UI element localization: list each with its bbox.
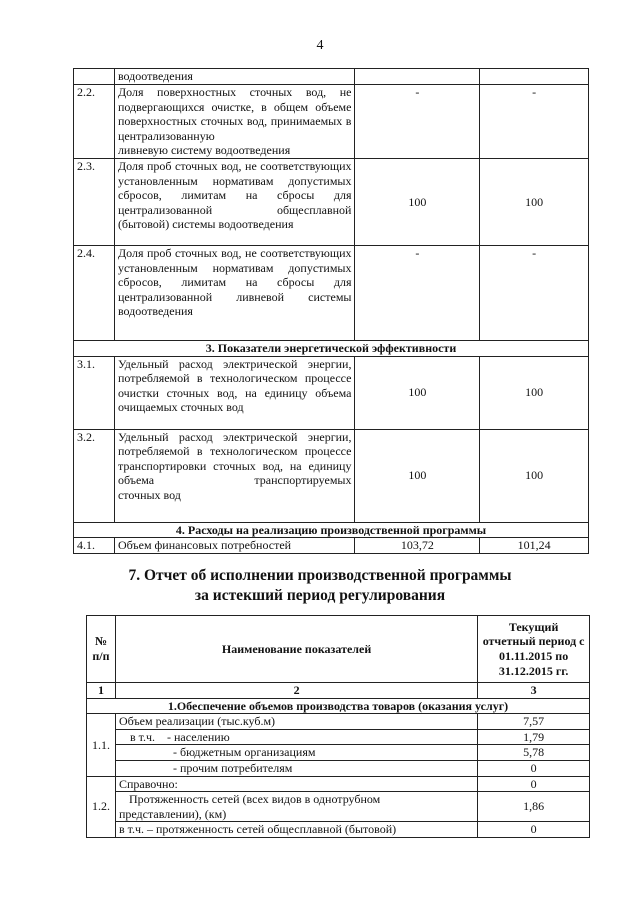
row-description: Объем финансовых потребностей	[114, 538, 355, 554]
table-row	[87, 776, 590, 792]
row-number: 1.1.	[87, 714, 116, 776]
row-description	[114, 246, 355, 341]
header-period: Текущий отчетный период с 01.11.2015 по 31.12.2015 гг.	[478, 616, 590, 683]
section-title: 3. Показатели энергетической эффективности	[74, 341, 589, 357]
desc-text: очищаемых сточных вод	[117, 400, 244, 415]
desc-text: Удельный расход электрической энергии, потребляемой в технологическом процессе транспортировки сточных вод, на единицу объема транспортируемых	[117, 429, 352, 488]
row-value: 100	[480, 429, 589, 522]
row-number: 2.4.	[74, 246, 115, 341]
row-value: -	[480, 246, 589, 341]
section-row	[74, 522, 589, 538]
row-value: 100	[480, 356, 589, 429]
row-number: 2.2.	[74, 85, 115, 159]
page-number: 4	[316, 38, 324, 53]
row-number: 4.1.	[74, 538, 115, 554]
row-description	[114, 159, 355, 246]
table-row	[87, 714, 590, 730]
row-name: Объем реализации (тыс.куб.м)	[115, 714, 477, 730]
section-heading	[0, 566, 640, 606]
row-value: 100	[355, 356, 480, 429]
desc-text: водоотведения	[117, 304, 193, 319]
desc-text: Доля поверхностных сточных вод, не подвергающихся очистке, в общем объеме поверхностных сточных вод, принимаемых в централизованную	[117, 85, 352, 143]
index-cell: 2	[115, 683, 477, 699]
row-name: в т.ч. – протяженность сетей общесплавной (бытовой)	[115, 822, 477, 838]
row-description	[114, 356, 355, 429]
row-number: 3.1.	[74, 356, 115, 429]
row-number	[74, 69, 115, 85]
row-value: 0	[478, 760, 590, 776]
report-table	[86, 615, 590, 838]
index-row	[87, 683, 590, 699]
row-number: 1.2.	[87, 776, 116, 837]
row-value: 101,24	[480, 538, 589, 554]
section-title: 4. Расходы на реализацию производственной программы	[74, 522, 589, 538]
row-value	[480, 69, 589, 85]
table-row	[74, 85, 589, 159]
table-row	[74, 538, 589, 554]
table-row	[87, 792, 590, 822]
row-description: водоотведения	[114, 69, 355, 85]
table-row	[74, 69, 589, 85]
row-name: Протяженность сетей (всех видов в однотрубном представлении), (км)	[115, 792, 477, 822]
desc-text: сточных вод	[117, 487, 181, 502]
table-row	[87, 822, 590, 838]
row-value: 5,78	[478, 745, 590, 761]
table-row	[87, 729, 590, 745]
row-value	[355, 69, 480, 85]
row-value: 7,57	[478, 714, 590, 730]
index-cell: 3	[478, 683, 590, 699]
row-value: -	[480, 85, 589, 159]
row-number: 3.2.	[74, 429, 115, 522]
row-value: -	[355, 85, 480, 159]
table-row	[87, 760, 590, 776]
row-description	[114, 429, 355, 522]
section-row	[87, 698, 590, 714]
indicators-table	[73, 68, 589, 554]
row-value: 100	[355, 429, 480, 522]
desc-text: Удельный расход электрической энергии, потребляемой в технологическом процессе очистки сточных вод, на единицу объема	[117, 356, 352, 400]
table-row	[74, 356, 589, 429]
table-row	[74, 159, 589, 246]
heading-line: 7. Отчет об исполнении производственной программы	[128, 567, 512, 584]
row-value: 0	[478, 822, 590, 838]
row-name: - прочим потребителям	[115, 760, 477, 776]
row-name: - бюджетным организациям	[115, 745, 477, 761]
section-row	[74, 341, 589, 357]
row-number: 2.3.	[74, 159, 115, 246]
row-value: 103,72	[355, 538, 480, 554]
table-row	[87, 745, 590, 761]
desc-text: ливневую систему водоотведения	[117, 143, 291, 158]
row-value: -	[355, 246, 480, 341]
desc-text: Доля проб сточных вод, не соответствующих установленным нормативам допустимых сбросов, лимитам на сбросы для централизованной ливневой системы	[117, 246, 352, 304]
desc-text: (бытовой) системы водоотведения	[117, 217, 294, 232]
row-value: 1,79	[478, 729, 590, 745]
header-num: № п/п	[87, 616, 116, 683]
row-description	[114, 85, 355, 159]
row-value: 1,86	[478, 792, 590, 822]
row-value: 100	[355, 159, 480, 246]
section-title: 1.Обеспечение объемов производства товаров (оказания услуг)	[87, 698, 590, 714]
table-row	[74, 246, 589, 341]
table-row	[74, 429, 589, 522]
header-name: Наименование показателей	[115, 616, 477, 683]
row-value: 100	[480, 159, 589, 246]
desc-text: Доля проб сточных вод, не соответствующих установленным нормативам допустимых сбросов, лимитам на сбросы для централизованной общесплавной	[117, 159, 352, 217]
index-cell: 1	[87, 683, 116, 699]
row-value: 0	[478, 776, 590, 792]
heading-line: за истекший период регулирования	[194, 587, 446, 604]
row-name: в т.ч. - населению	[115, 729, 477, 745]
header-row	[87, 616, 590, 683]
row-name: Справочно:	[115, 776, 477, 792]
